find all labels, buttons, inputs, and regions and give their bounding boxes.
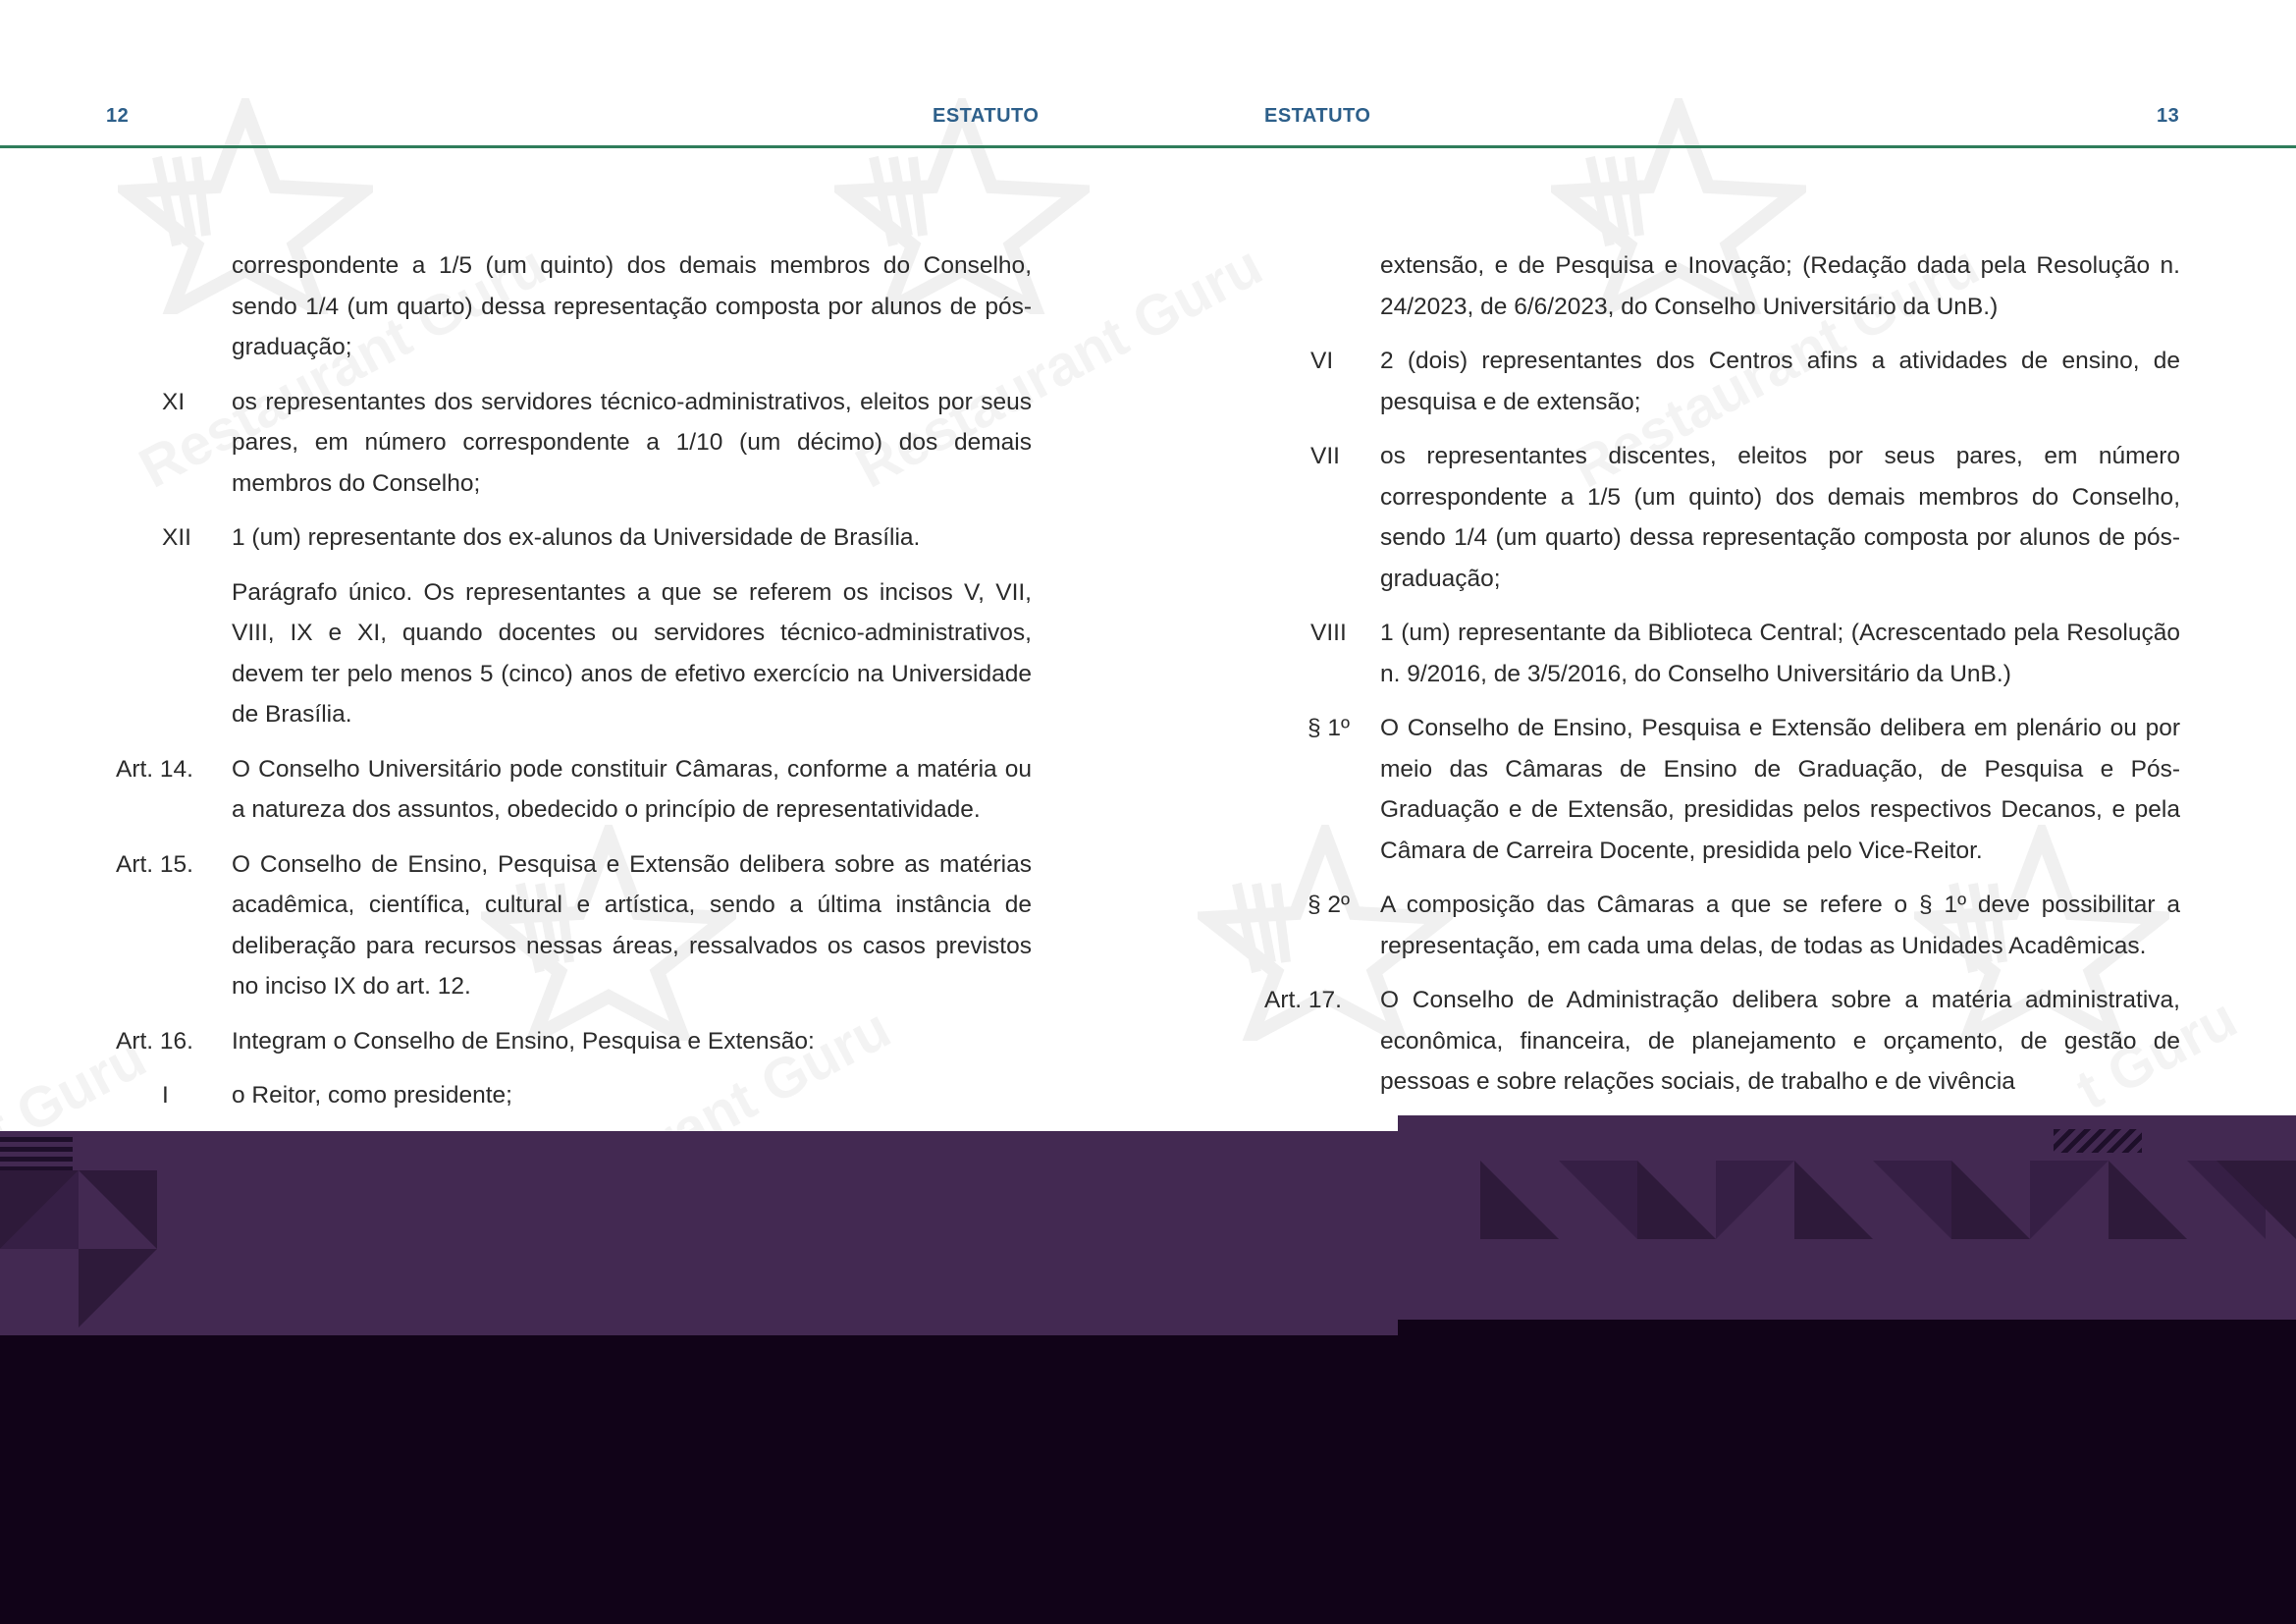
left-entry [0, 382, 1041, 505]
right-entry [1148, 341, 2189, 422]
header-rule [0, 145, 2296, 148]
decorative-band-dark [0, 1335, 2296, 1624]
left-page-number: 12 [106, 105, 130, 127]
right-entry [1148, 613, 2189, 694]
entry-text: o Reitor, como presidente; [232, 1082, 512, 1109]
entry-text: A composição das Câmaras a que se refere o § 1º deve possibilitar a representação, em cada uma delas, de todas as Unidades Acadêmicas. [1380, 892, 2180, 959]
left-page-body [0, 245, 1041, 1130]
right-entry [1148, 708, 2189, 871]
entry-text: os representantes discentes, eleitos por seus pares, em número correspondente a 1/5 (um quinto) dos demais membros do Conselho, sendo 1/4 (um quarto) dessa representação composta por alunos de pós-graduação; [1380, 443, 2180, 592]
entry-marker: Art. 15. [116, 850, 193, 878]
right-page-number: 13 [2157, 105, 2180, 127]
entry-text: extensão, e de Pesquisa e Inovação; (Redação dada pela Resolução n. 24/2023, de 6/6/2023, do Conselho Universitário da UnB.) [1380, 252, 2180, 320]
entry-text: 2 (dois) representantes dos Centros afins a atividades de ensino, de pesquisa e de extensão; [1380, 348, 2180, 415]
entry-marker: VII [1310, 443, 1340, 469]
right-page-body [1148, 245, 2189, 1116]
left-entry [0, 1075, 1041, 1116]
entry-text: O Conselho Universitário pode constituir Câmaras, conforme a matéria ou a natureza dos assuntos, obedecido o princípio de representatividade. [232, 755, 1032, 823]
right-entry [1148, 885, 2189, 966]
left-entry [0, 517, 1041, 559]
left-entry [0, 572, 1041, 735]
entry-marker: Art. 16. [116, 1027, 193, 1055]
entry-marker: § 2º [1308, 892, 1351, 918]
right-entry [1148, 245, 2189, 327]
entry-text: O Conselho de Ensino, Pesquisa e Extensão delibera sobre as matérias acadêmica, científica, cultural e artística, sendo a última instância de deliberação para recursos nessas áreas, ressalvados os casos previstos no inciso IX do art. 12. [232, 850, 1032, 1000]
entry-marker: § 1º [1308, 715, 1351, 741]
left-entry [0, 749, 1041, 831]
entry-marker: Art. 14. [116, 755, 193, 783]
left-entry [0, 1021, 1041, 1062]
triangle-pattern-icon [0, 1131, 2296, 1337]
entry-marker: XI [162, 388, 186, 415]
entry-text: 1 (um) representante dos ex-alunos da Universidade de Brasília. [232, 524, 921, 551]
entry-marker: I [162, 1082, 169, 1109]
entry-text: os representantes dos servidores técnico-administrativos, eleitos por seus pares, em número correspondente a 1/10 (um décimo) dos demais membros do Conselho; [232, 388, 1032, 497]
entry-marker: VI [1310, 348, 1334, 374]
left-running-title: ESTATUTO [933, 105, 1040, 127]
decorative-band-dark-right [1398, 1320, 2296, 1349]
right-entry [1148, 436, 2189, 599]
right-entry [1148, 980, 2189, 1103]
entry-marker: XII [162, 524, 191, 551]
entry-marker: VIII [1310, 620, 1347, 646]
entry-text: 1 (um) representante da Biblioteca Central; (Acrescentado pela Resolução n. 9/2016, de 3/5/2016, do Conselho Universitário da UnB.) [1380, 620, 2180, 687]
left-entry [0, 245, 1041, 368]
entry-text: Integram o Conselho de Ensino, Pesquisa e Extensão: [232, 1027, 815, 1055]
entry-text: Parágrafo único. Os representantes a que se referem os incisos V, VII, VIII, IX e XI, quando docentes ou servidores técnico-administrativos, devem ter pelo menos 5 (cinco) anos de efetivo exercício na Universidade de Brasília. [232, 578, 1032, 728]
right-running-title: ESTATUTO [1264, 105, 1371, 127]
entry-text: correspondente a 1/5 (um quinto) dos demais membros do Conselho, sendo 1/4 (um quarto) dessa representação composta por alunos de pós-graduação; [232, 252, 1032, 360]
entry-text: O Conselho de Ensino, Pesquisa e Extensão delibera em plenário ou por meio das Câmaras de Ensino de Graduação, de Pesquisa e Pós-Graduação e de Extensão, presididas pelos respectivos Decanos, e pela Câmara de Carreira Docente, presidida pelo Vice-Reitor. [1380, 715, 2180, 864]
entry-text: O Conselho de Administração delibera sobre a matéria administrativa, econômica, financeira, de planejamento e orçamento, de gestão de pessoas e sobre relações sociais, de trabalho e de vivência [1380, 987, 2180, 1095]
entry-marker: Art. 17. [1264, 987, 1342, 1013]
left-entry [0, 844, 1041, 1007]
